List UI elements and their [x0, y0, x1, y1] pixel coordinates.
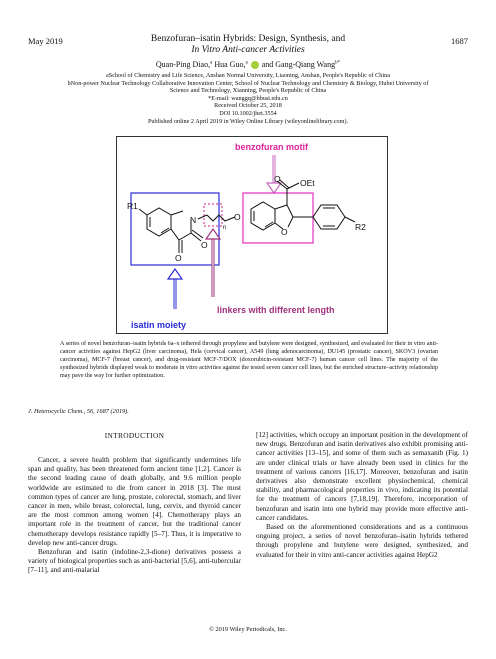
- o-atom-2: O: [201, 240, 208, 250]
- orcid-icon[interactable]: [251, 61, 259, 69]
- linker-n: n: [223, 225, 227, 231]
- doi: DOI 10.1002/jhet.3554: [219, 109, 277, 117]
- isatin-arrow: [168, 269, 182, 309]
- page-number: 1687: [451, 36, 468, 46]
- journal-reference: J. Heterocyclic Chem., 56, 1687 (2019).: [28, 408, 129, 415]
- affiliations: [60, 72, 436, 125]
- author-2-affil: a: [245, 60, 248, 66]
- left-paragraph-2: Benzofuran and isatin (indoline-2,3-dione) derivatives possess a variety of biological properties such as anti-bacterial [5,6], anti-tubercular [7–11], and anti-malarial: [28, 548, 241, 575]
- title-line-1: Benzofuran–isatin Hybrids: Design, Synthesis, and: [150, 34, 346, 44]
- title-line-2: In Vitro Anti-cancer Activities: [191, 45, 305, 55]
- o-atom-1: O: [175, 253, 182, 263]
- r1-label: R1: [127, 201, 138, 211]
- isatin-label: isatin moiety: [131, 320, 187, 330]
- right-paragraph-2: Based on the aforementioned considerations and as a continuous ongoing project, a series of novel benzofuran–isatin hybrids tethered through propylene and butylene were designed, synthesized, and evaluated for their in vitro anti-cancer activities against HepG2: [256, 523, 468, 559]
- author-2: Hua Guo,: [214, 60, 246, 69]
- ether-o-atom: O: [234, 212, 241, 222]
- graphical-abstract: [116, 136, 388, 334]
- isatin-structure: [139, 208, 235, 253]
- received-date: Received October 25, 2018: [214, 102, 282, 110]
- carbonyl-o-atom: O: [274, 174, 281, 184]
- author-1-affil: a: [210, 60, 213, 66]
- graphical-abstract-svg: [117, 137, 387, 333]
- published-online: Published online 2 April 2019 in Wiley Online Library (wileyonlinelibrary.com).: [147, 117, 349, 125]
- author-3-affil: b*: [335, 60, 341, 66]
- r2-label: R2: [355, 222, 366, 232]
- linker-label: linkers with different length: [217, 305, 335, 315]
- oet-label: OEt: [300, 178, 315, 188]
- n-atom: N: [190, 215, 197, 225]
- right-paragraph-1: [12] activities, which occupy an important position in the development of new drugs. Benzofuran and isatin derivatives also exhibit promising anti-cancer activities [13–15], and some of them such as semaxanib (Fig. 1) are under clinical trials or have already been used in clinics for the treatment of various cancers [16,17]. Moreover, benzofuran and isatin derivatives also demonstrate excellent physiochemical, chemical stability, and pharmacological properties in vivo, indicating its potential for the treatment of cancers [7,18,19]. Therefore, incorporation of benzofuran and isatin into one hybrid may provide more effective anti-cancer candidates.: [256, 431, 468, 522]
- author-1: Quan-Ping Diao,: [155, 60, 211, 69]
- benzofuran-label: benzofuran motif: [235, 142, 308, 152]
- abstract: A series of novel benzofuran–isatin hybrids 6a–x tethered through propylene and butylene were designed, synthesized, and evaluated for their in vitro anti-cancer activities against HepG2 (liver carcinoma), Hela (cervical cancer), A549 (lung adenocarcinoma), DU145 (prostatic cancer), SKOV3 (ovarian carcinoma), MCF-7 (breast cancer), and drug-resistant MCF-7/DOX (doxorubicin-resistant MCF-7) human cancer cell lines. The majority of the synthesized hybrids displayed weak to moderate in vitro activities against the tested seven cancer cell lines, but the enriched structure–activity relationship may pave the way for further optimization.: [60, 341, 438, 379]
- running-date: May 2019: [28, 36, 63, 46]
- corresponding-email: *E-mail: wanggq@hbust.edu.cn: [208, 94, 288, 102]
- affiliation-a: aSchool of Chemistry and Life Science, Anshan Normal University, Liaoning, Anshan, People's Republic of China: [106, 72, 390, 79]
- copyright-footer: © 2019 Wiley Periodicals, Inc.: [209, 626, 287, 633]
- left-column: [28, 456, 241, 576]
- left-paragraph-1: Cancer, a severe health problem that significantly undermines life span and quality, has been threatened form ancient time [1,2]. Cancer is the second leading cause of death globally, and 9.6 million people worldwide are estimated to die from cancer in 2018 [3]. The most common types of cancer are lung, prostate, colorectal, stomach, and liver cancer in men, while breast, colorectal, lung, cervix, and thyroid cancer are the most common among women [4]. Chemotherapy plays an important role in the treatment of cancer, but the traditional cancer chemotherapy develops resistance rapidly [5–7]. Thus, it is imperative to develop new anti-cancer drugs.: [28, 456, 241, 547]
- linker-arrow: [206, 229, 220, 297]
- furan-o-atom: O: [281, 227, 288, 237]
- right-column: [256, 431, 468, 560]
- article-title: [0, 34, 496, 56]
- affiliation-b: bNon-power Nuclear Technology Collaborative Innovation Center, School of Nuclear Technology and Chemistry & Biology, Hubei University of Science and Technology, Xianning, People's Republic of China: [67, 79, 429, 95]
- author-line: [0, 60, 496, 69]
- introduction-heading: INTRODUCTION: [104, 431, 165, 440]
- author-3: and Gang-Qiang Wang: [261, 60, 336, 69]
